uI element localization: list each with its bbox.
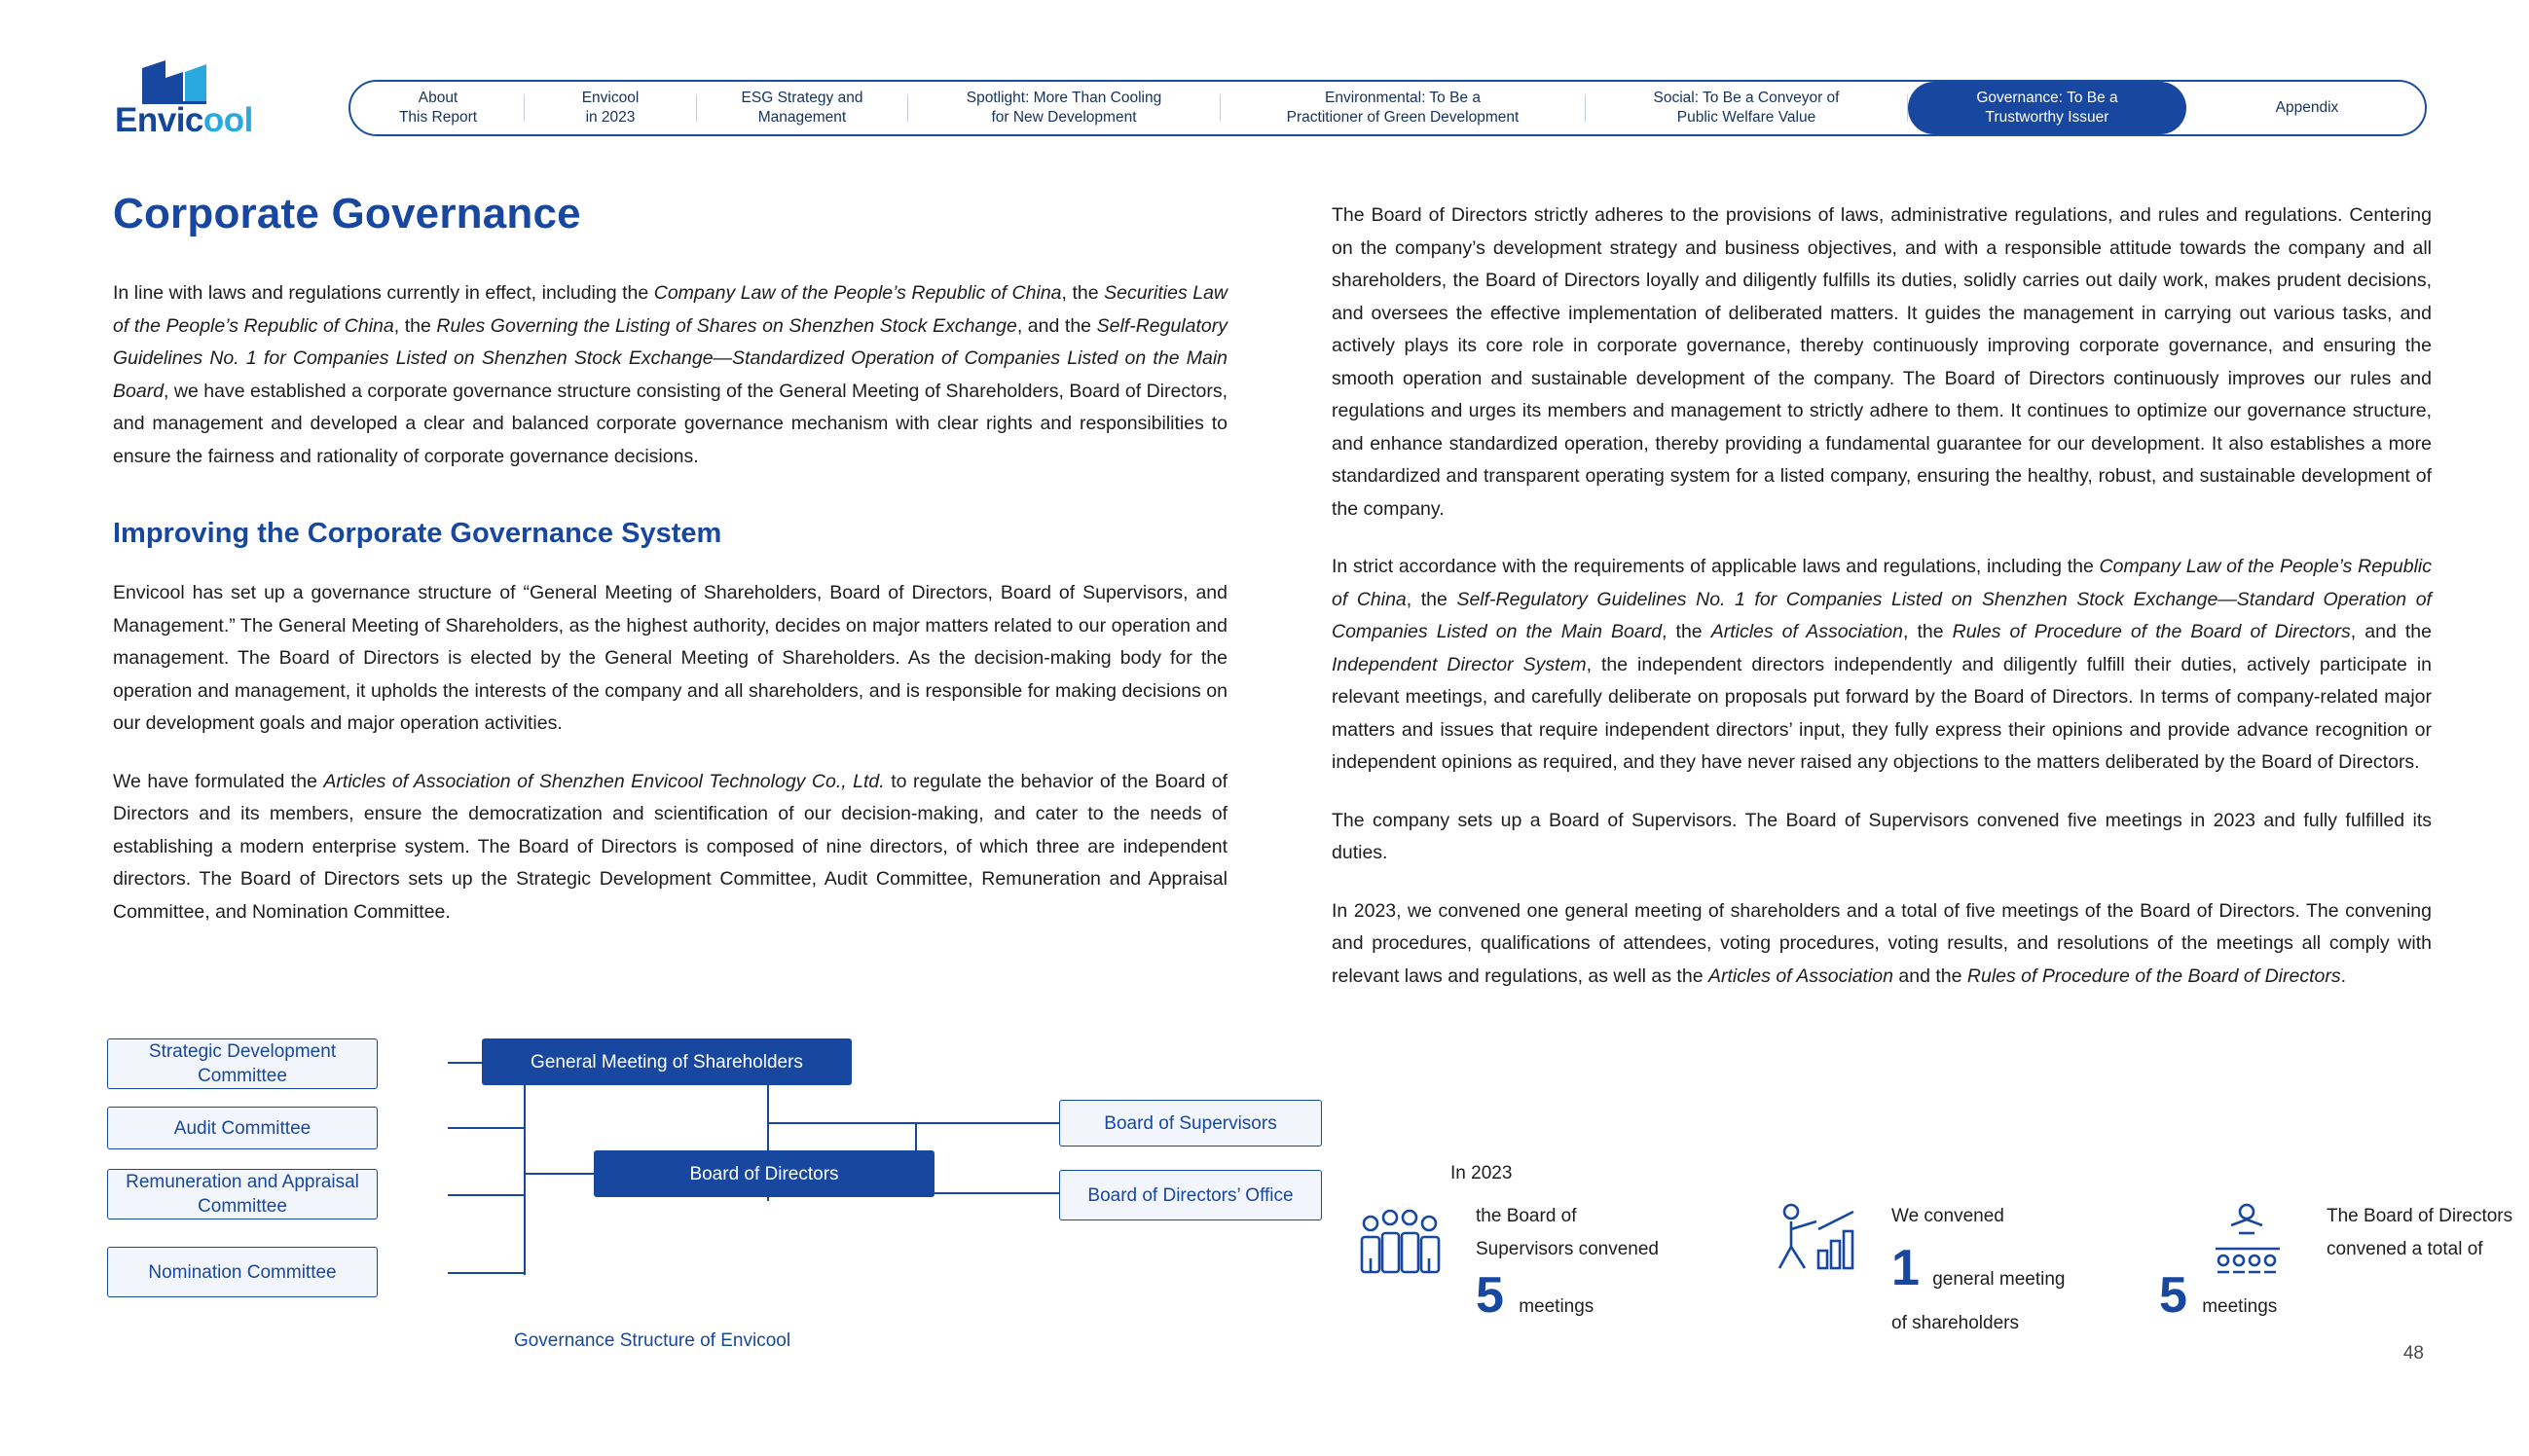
nav-item-appendix[interactable] (2190, 82, 2424, 134)
nav-label-line2: in 2023 (585, 109, 636, 126)
stat-lead-text (1891, 1200, 2125, 1233)
governance-structure-diagram (107, 1041, 1294, 1367)
nav-label-line2: This Report (398, 109, 478, 126)
page-title: Corporate Governance (113, 190, 581, 237)
nav-item-esg-strategy-and-management[interactable] (697, 82, 907, 134)
nav-label-line1: Spotlight: More Than Cooling (966, 90, 1162, 106)
section-navigation-bar[interactable] (348, 80, 2427, 136)
stat-lead-line1: We convened (1891, 1206, 2004, 1226)
stat-value-row (1476, 1267, 1594, 1324)
paragraph-board-duties: The Board of Directors strictly adheres to the provisions of laws, administrative regulations, and rules and regulations. Centering on the company’s development strategy and business objectives, and with a responsible attitude towards the company and all shareholders, the Board of Directors loyally and diligently fulfills its duties, solidly carries out daily work, makes prudent decisions, and oversees the effective implementation of deliberated matters. It guides the management in carrying out various tasks, and actively plays its core role in corporate governance, thereby continuously improving corporate governance, and ensuring the smooth operation and sustainable development of the company. The Board of Directors continuously improves our rules and regulations and urges its members and management to strictly adhere to them. It continues to optimize our governance structure, and enhance standardized operation, thereby providing a fundamental guarantee for our development. It also establishes a more standardized and transparent operating system for a listed company, ensuring the healthy, robust, and sustainable development of the company. (1332, 204, 2432, 520)
nav-label-line2: Management (757, 109, 847, 126)
stat-lead-line2: Supervisors convened (1476, 1239, 1659, 1259)
nav-label-line2: Practitioner of Green Development (1286, 109, 1520, 126)
stat-lead-text (2327, 1200, 2529, 1266)
stat-lead-line2: convened a total of (2327, 1239, 2483, 1259)
nav-label-line2: for New Development (991, 109, 1137, 126)
nav-label-line1: Governance: To Be a (1976, 90, 2118, 106)
section-heading-improving-governance: Improving the Corporate Governance System (113, 518, 722, 549)
paragraph-intro: In line with laws and regulations currently in effect, including the Company Law of the People’s Republic of China, the Securities Law of the People’s Republic of China, the Rules Governing the Listing of Shares on Shenzhen Stock Exchange, and the Self-Regulatory Guidelines No. 1 for Companies Listed on Shenzhen Stock Exchange—Standardized Operation of Companies Listed on the Main Board, we have established a corporate governance structure consisting of the General Meeting of Shareholders, Board of Directors, and management and developed a clear and balanced corporate governance mechanism with clear rights and responsibilities to ensure the fairness and rationality of corporate governance decisions. (113, 282, 1228, 467)
paragraph-independent-directors: In strict accordance with the requirements of applicable laws and regulations, including the Company Law of the People’s Republic of China, the Self-Regulatory Guidelines No. 1 for Companies Listed on Shenzhen Stock Exchange—Standard Operation of Companies Listed on the Main Board, the Articles of Association, the Rules of Procedure of the Board of Directors, and the Independent Director System, the independent directors independently and diligently fulfill their duties, actively participate in relevant meetings, and carefully deliberate on proposals put forward by the Board of Directors. In terms of company-related major matters and issues that require independent directors’ input, they fully express their opinions and provide advance recognition or independent opinions as required, and they have never raised any objections to the matters deliberated by the Board of Directors. (1332, 556, 2432, 773)
diagram-node-nomination-committee: Nomination Committee (107, 1247, 378, 1297)
stat-unit: meetings (2202, 1296, 2278, 1317)
nav-label-line1: Environmental: To Be a (1325, 90, 1481, 106)
nav-label-line1: About (418, 90, 458, 106)
statistics-highlights (1332, 1163, 2513, 1406)
diagram-node-strategic-development-committee: Strategic Development Committee (107, 1038, 378, 1089)
nav-label-line2: Public Welfare Value (1676, 109, 1816, 126)
stat-lead-line1: the Board of (1476, 1206, 1577, 1226)
nav-label-line2: Trustworthy Issuer (1985, 109, 2109, 126)
nav-label-line1: Social: To Be a Conveyor of (1653, 90, 1840, 106)
diagram-node-board-of-supervisors: Board of Supervisors (1059, 1100, 1322, 1147)
stat-value-row (1891, 1240, 2066, 1296)
stat-lead-text (1476, 1200, 1719, 1266)
nav-label-line1: Envicool (581, 90, 640, 106)
page-number: 48 (2402, 1343, 2424, 1364)
diagram-node-board-office: Board of Directors’ Office (1059, 1170, 1322, 1220)
stat-value-row (2159, 1267, 2278, 1324)
connector-line (915, 1192, 1059, 1194)
paragraph-governance-structure: Envicool has set up a governance structure of “General Meeting of Shareholders, Board of Directors, Board of Supervisors, and Management.” The General Meeting of Shareholders, as the highest authority, decides on major matters related to our operation and management. The Board of Directors is elected by the General Meeting of Shareholders. As the decision-making body for the operation and management, it upholds the interests of the company and all shareholders, and is responsible for making decisions on our development goals and major operation activities. (113, 582, 1228, 734)
diagram-caption: Governance Structure of Envicool (513, 1330, 791, 1351)
diagram-node-board-of-directors: Board of Directors (594, 1150, 935, 1197)
logo-wordmark: Envicool (115, 101, 253, 139)
nav-item-about-this-report[interactable] (352, 82, 524, 134)
logo-mark-icon (136, 58, 212, 105)
diagram-node-remuneration-committee: Remuneration and Appraisal Committee (107, 1169, 378, 1219)
left-text-column (113, 190, 1228, 928)
diagram-node-general-meeting: General Meeting of Shareholders (482, 1038, 852, 1085)
stat-trail-text: of shareholders (1891, 1313, 2019, 1333)
connector-line (767, 1122, 1059, 1124)
nav-label-line1: Appendix (2275, 99, 2339, 116)
connector-line (524, 1061, 526, 1275)
stat-lead-line1: The Board of Directors (2327, 1206, 2513, 1226)
nav-item-social[interactable] (1586, 82, 1907, 134)
connector-line (448, 1127, 526, 1129)
stat-value: 5 (1476, 1267, 1504, 1324)
envicool-logo (115, 58, 275, 141)
nav-label-line1: ESG Strategy and (741, 90, 863, 106)
stat-unit: general meeting (1932, 1269, 2066, 1290)
stats-year-label: In 2023 (1450, 1163, 1513, 1183)
nav-item-spotlight[interactable] (908, 82, 1220, 134)
stat-value: 5 (2159, 1267, 2187, 1324)
nav-item-envicool-in-2023[interactable] (525, 82, 696, 134)
right-text-column (1332, 200, 2432, 993)
stat-unit: meetings (1519, 1296, 1594, 1317)
person-chart-icon (1762, 1200, 1864, 1283)
paragraph-articles-of-association: We have formulated the Articles of Association of Shenzhen Envicool Technology Co., Ltd. to regulate the behavior of the Board of Directors and its members, ensure the democratization and scientification of our decision-making, and cater to the needs of establishing a modern enterprise system. The Board of Directors is composed of nine directors, of which three are independent directors. The Board of Directors sets up the Strategic Development Committee, Audit Committee, Remuneration and Appraisal Committee, and Nomination Committee. (113, 770, 1228, 923)
nav-item-governance[interactable] (1908, 82, 2186, 134)
stat-value: 1 (1891, 1240, 1920, 1296)
diagram-node-audit-committee: Audit Committee (107, 1107, 378, 1149)
paragraph-board-of-supervisors: The company sets up a Board of Supervisors. The Board of Supervisors convened five meetings in 2023 and fully fulfilled its duties. (1332, 809, 2432, 863)
people-group-icon (1351, 1208, 1453, 1291)
connector-line (526, 1173, 594, 1175)
nav-item-environmental[interactable] (1221, 82, 1585, 134)
connector-line (448, 1194, 526, 1196)
connector-line (448, 1272, 526, 1274)
paragraph-meetings-2023: In 2023, we convened one general meeting of shareholders and a total of five meetings of the Board of Directors. The convening and procedures, qualifications of attendees, voting procedures, voting results, and resolutions of the meetings all comply with relevant laws and regulations, as well as the Articles of Association and the Rules of Procedure of the Board of Directors. (1332, 899, 2432, 987)
